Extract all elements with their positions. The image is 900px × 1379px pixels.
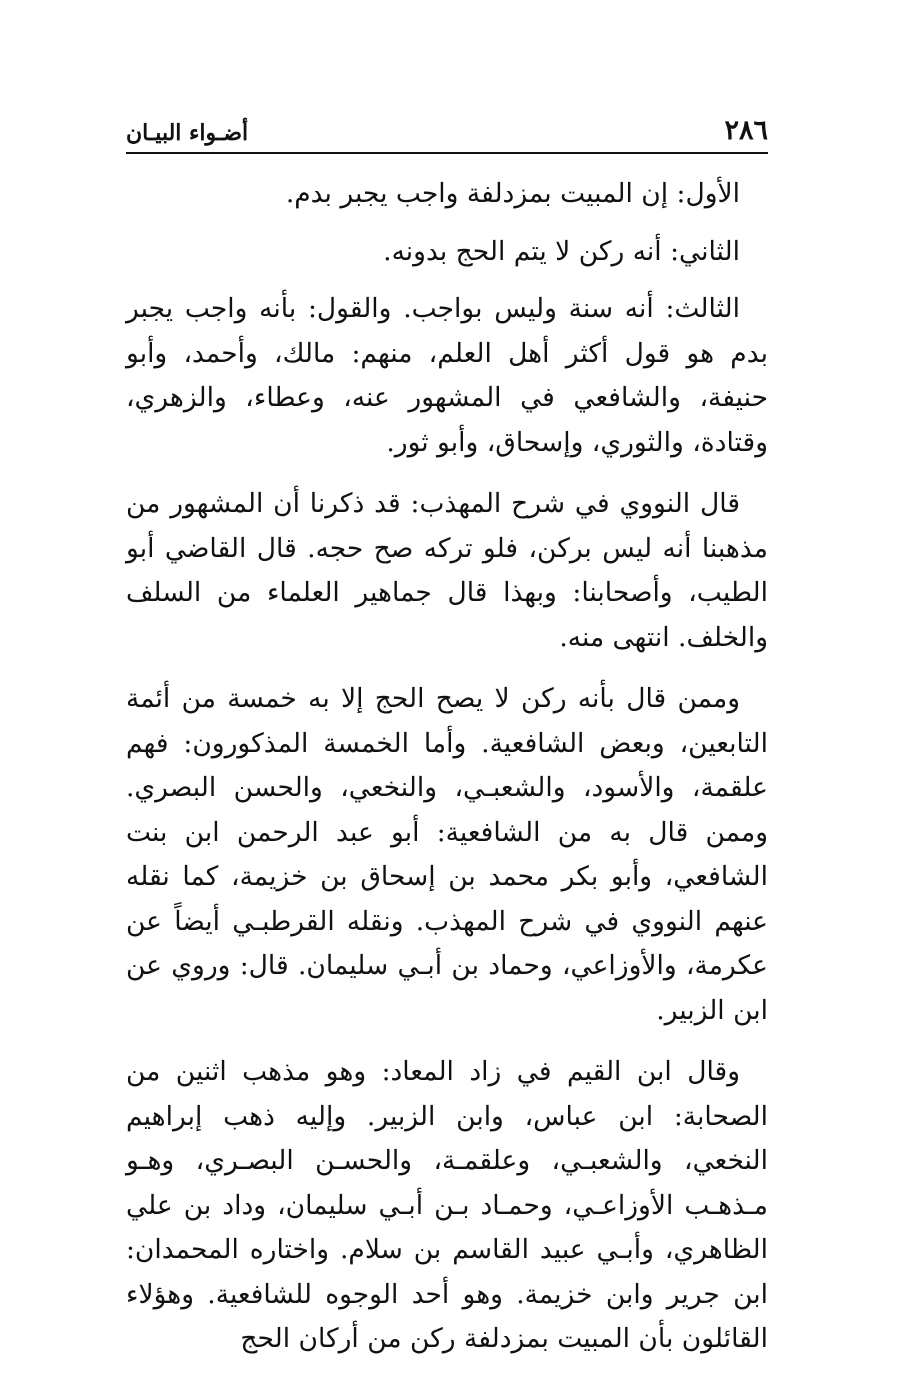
- paragraph-ibn-qayyim: وقال ابن القيم في زاد المعاد: وهو مذهب اثنين من الصحابة: ابن عباس، وابن الزبير. وإليه ذهب إبراهيم النخعي، والشعبـي، وعلقمـة، والحسـن البصـري، وهـو مـذهـب الأوزاعـي، وحمـاد بـن أبـي سليمان، وداد بن علي الظاهري، وأبـي عبيد القاسم بن سلام. واختاره المحمدان: ابن جرير وابن خزيمة. وهو أحد الوجوه للشافعية. وهؤلاء القائلون بأن المبيت بمزدلفة ركن من أركان الحج: [126, 1056, 768, 1354]
- page-header: [126, 112, 768, 154]
- paragraph-third-opinion: الثالث: أنه سنة وليس بواجب. والقول: بأنه واجب يجبر بدم هو قول أكثر أهل العلم، منهم: مالك، وأحمد، وأبو حنيفة، والشافعي في المشهور عنه، وعطاء، والزهري، وقتادة، والثوري، وإسحاق، وأبو ثور.: [126, 293, 768, 458]
- book-title: أضـواء البيـان: [126, 120, 249, 146]
- paragraph-second-opinion: الثاني: أنه ركن لا يتم الحج بدونه.: [383, 235, 740, 267]
- paragraph-first-opinion: الأول: إن المبيت بمزدلفة واجب يجبر بدم.: [285, 178, 740, 209]
- paragraph-nawawi-quote: قال النووي في شرح المهذب: قد ذكرنا أن المشهور من مذهبنا أنه ليس بركن، فلو تركه صح حجه. قال القاضي أبو الطيب، وأصحابنا: وبهذا قال جماهير العلماء من السلف والخلف. انتهى منه.: [126, 488, 768, 653]
- page-body: [126, 172, 768, 1379]
- paragraph-rukn-scholars: وممن قال بأنه ركن لا يصح الحج إلا به خمسة من أئمة التابعين، وبعض الشافعية. وأما الخمسة المذكورون: فهم علقمة، والأسود، والشعبـي، والنخعي، والحسن البصري. وممن قال به من الشافعية: أبو عبد الرحمن ابن بنت الشافعي، وأبو بكر محمد بن إسحاق بن خزيمة، كما نقله عنهم النووي في شرح المهذب. ونقله القرطبـي أيضاً عن عكرمة، والأوزاعي، وحماد بن أبـي سليمان. قال: وروي عن ابن الزبير.: [126, 683, 768, 1026]
- page-number: ٢٨٦: [724, 115, 768, 146]
